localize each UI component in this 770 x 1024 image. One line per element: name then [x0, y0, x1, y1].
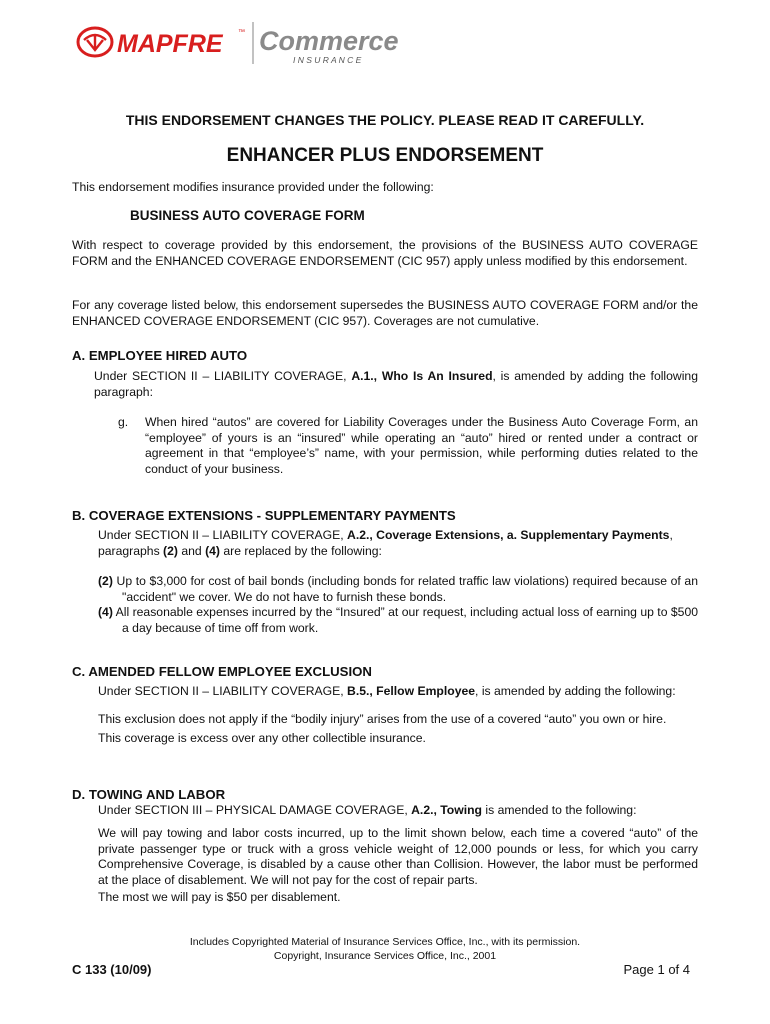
- section-b-lead-post: ,: [669, 528, 673, 542]
- section-a-item-label: g.: [118, 415, 129, 429]
- logo-brand-text: MAPFRE: [117, 30, 223, 58]
- section-d-para-2: The most we will pay is $50 per disablement.: [98, 890, 341, 904]
- section-c-lead: [98, 684, 698, 700]
- section-c-lead-post: , is amended by adding the following:: [475, 684, 676, 698]
- section-d-heading: D. TOWING AND LABOR: [72, 787, 226, 802]
- section-d-lead-bold: A.2., Towing: [411, 803, 482, 817]
- section-b-item4-label: (4): [98, 605, 113, 619]
- section-d-para-1: We will pay towing and labor costs incurred, up to the limit shown below, each time a covered “auto” of the private passenger type or truck with a gross vehicle weight of 12,000 pounds or less, for which you carry Comprehensive Coverage, is disabled by a cause other than Collision. However, the labor must be performed at the place of disablement. We will not pay for the cost of repair parts.: [98, 826, 698, 887]
- section-a-heading: A. EMPLOYEE HIRED AUTO: [72, 348, 248, 363]
- section-b-heading: B. COVERAGE EXTENSIONS - SUPPLEMENTARY PAYMENTS: [72, 508, 456, 523]
- section-b-item-2: [98, 574, 698, 636]
- section-b-lead2-b1: (2): [163, 543, 178, 558]
- section-c-lead-pre: Under SECTION II – LIABILITY COVERAGE,: [98, 684, 348, 698]
- section-b-lead2-pre: paragraphs: [98, 543, 164, 558]
- form-id: C 133 (10/09): [72, 962, 152, 977]
- section-b-lead-pre: Under SECTION II – LIABILITY COVERAGE,: [98, 528, 348, 542]
- logo-tm-text: ™: [238, 29, 245, 36]
- section-a-item-text: When hired “autos” are covered for Liability Coverages under the Business Auto Coverage Form, an “employee” of yours is an “insured” while operating an “auto” hired or rented under a contract or agreement in that “employee’s” name, with your permission, while performing duties related to the conduct of your business.: [145, 415, 698, 476]
- section-b-lead-bold: A.2., Coverage Extensions, a. Supplementary Payments: [347, 528, 670, 542]
- company-logo: [75, 20, 405, 68]
- modifies-text: This endorsement modifies insurance provided under the following:: [72, 180, 434, 194]
- section-b-lead2-mid: and: [177, 543, 206, 558]
- section-b-item2-label: (2): [98, 574, 113, 588]
- section-a-lead-bold: A.1., Who Is An Insured: [351, 369, 493, 383]
- page-title: ENHANCER PLUS ENDORSEMENT: [226, 145, 544, 166]
- intro-paragraph-2: For any coverage listed below, this endorsement supersedes the BUSINESS AUTO COVERAGE FORM and/or the ENHANCED COVERAGE ENDORSEMENT (CIC 957). Coverages are not cumulative.: [72, 298, 698, 328]
- mapfre-commerce-logo: [75, 20, 405, 68]
- page-number: Page 1 of 4: [623, 962, 690, 977]
- section-b-item4-text: All reasonable expenses incurred by the “Insured” at our request, including actual loss of earning up to $500 a day because of time off from work.: [112, 605, 698, 635]
- section-d-lead: [98, 803, 698, 819]
- policy-notice: THIS ENDORSEMENT CHANGES THE POLICY. PLEASE READ IT CAREFULLY.: [125, 112, 645, 128]
- footer-line-1: Includes Copyrighted Material of Insurance Services Office, Inc., with its permission.: [189, 936, 581, 948]
- section-a-lead: [94, 369, 698, 400]
- section-c-para-2: This coverage is excess over any other collectible insurance.: [98, 731, 426, 745]
- section-c-heading: C. AMENDED FELLOW EMPLOYEE EXCLUSION: [72, 664, 372, 679]
- section-a-item-g: [118, 415, 698, 477]
- section-d-lead-post: is amended to the following:: [482, 803, 637, 817]
- section-b-lead2-b2: (4): [205, 543, 220, 558]
- form-name-heading: BUSINESS AUTO COVERAGE FORM: [130, 208, 365, 223]
- footer-copyright: [0, 935, 770, 963]
- logo-insurance-text: I N S U R A N C E: [293, 55, 362, 65]
- footer-line-2: Copyright, Insurance Services Office, Inc., 2001: [273, 950, 497, 962]
- mapfre-emblem-icon: [78, 28, 112, 56]
- logo-commerce-text: Commerce: [259, 26, 399, 56]
- section-a-lead-post: , is amended by adding the following paragraph:: [94, 369, 698, 399]
- section-b-item2-text: Up to $3,000 for cost of bail bonds (including bonds for related traffic law violations) required because of an "accident" we cover. We do not have to furnish these bonds.: [112, 574, 698, 604]
- section-c-para-1: This exclusion does not apply if the “bodily injury” arises from the use of a covered “auto” you own or hire.: [98, 712, 667, 726]
- section-d-lead-pre: Under SECTION III – PHYSICAL DAMAGE COVERAGE,: [98, 803, 412, 817]
- section-b-lead: [98, 528, 698, 559]
- section-a-lead-pre: Under SECTION II – LIABILITY COVERAGE,: [94, 369, 352, 383]
- section-c-lead-bold: B.5., Fellow Employee: [347, 684, 476, 698]
- intro-paragraph-1: With respect to coverage provided by this endorsement, the provisions of the BUSINESS AUTO COVERAGE FORM and the ENHANCED COVERAGE ENDORSEMENT (CIC 957) apply unless modified by this endorsement.: [72, 238, 698, 268]
- section-b-lead2-post: are replaced by the following:: [219, 543, 382, 558]
